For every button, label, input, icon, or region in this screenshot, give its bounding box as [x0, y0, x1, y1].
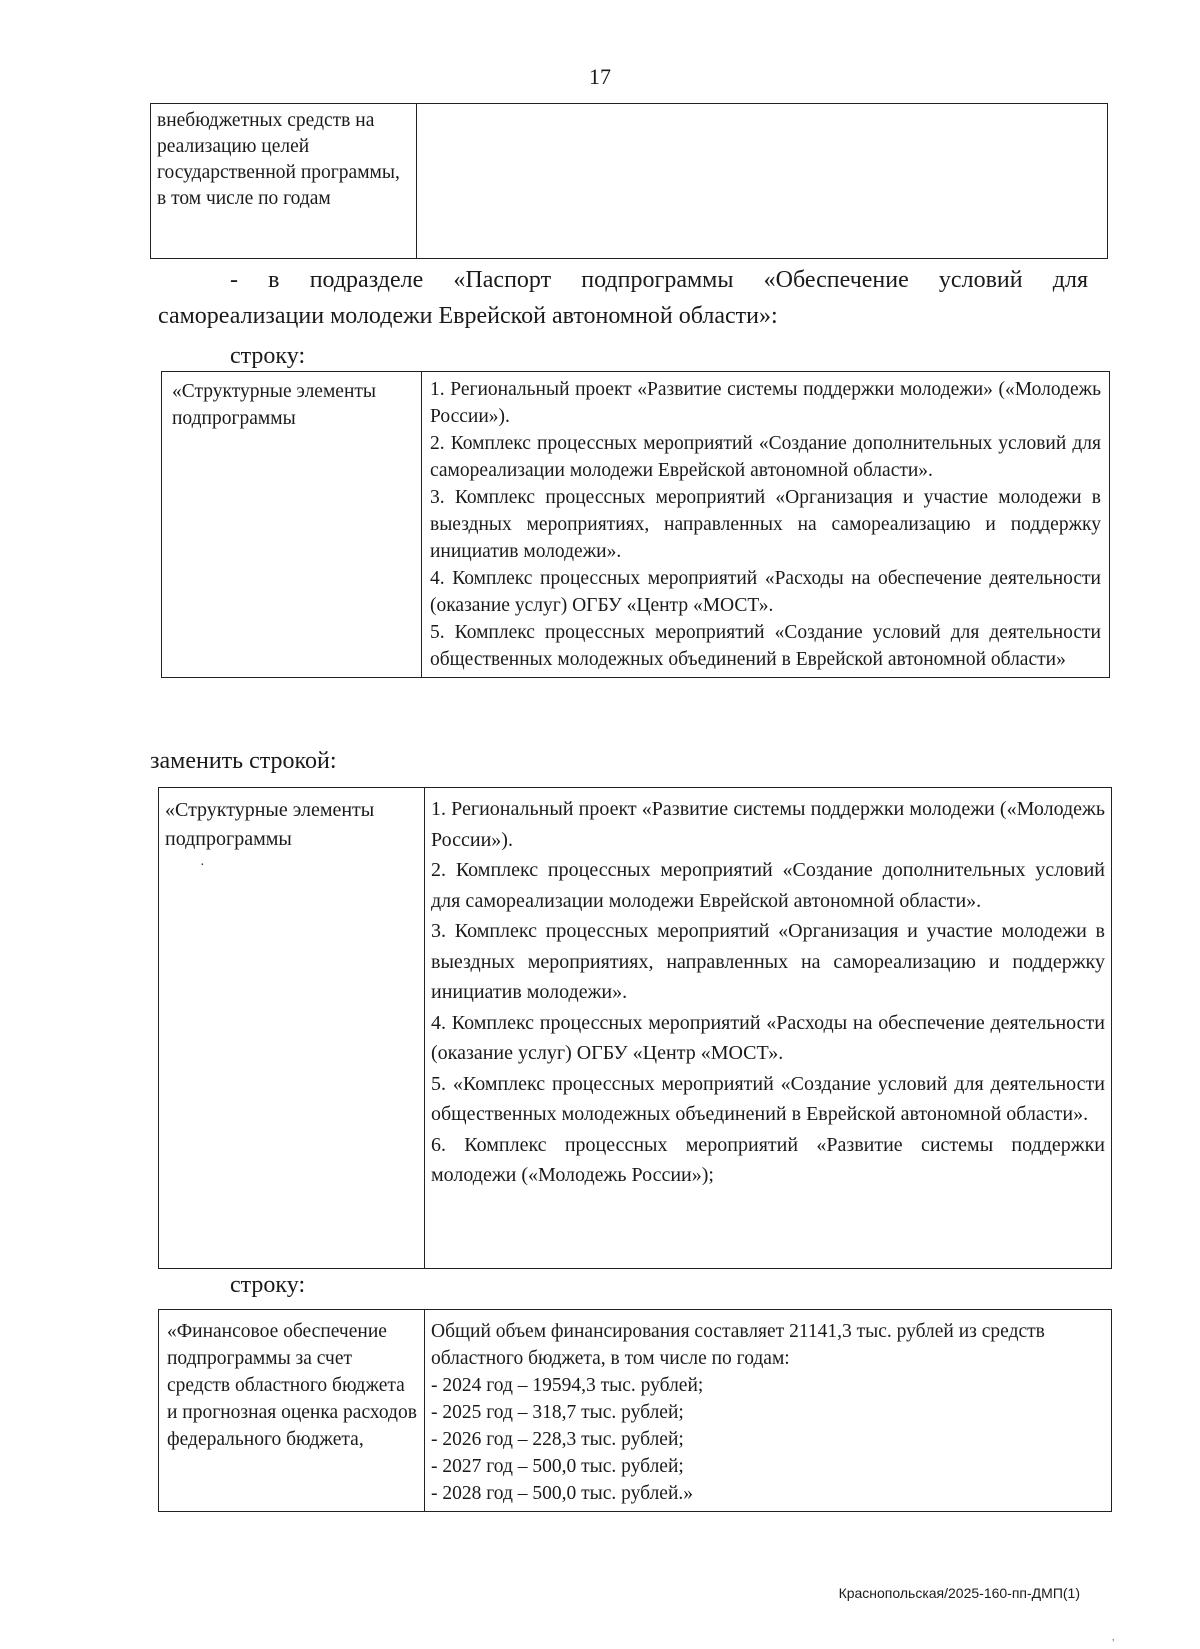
list-item: 1. Региональный проект «Развитие системы поддержки молодежи» («Молодежь России»). [430, 379, 1101, 427]
list-item: 6. Комплекс процессных мероприятий «Развитие системы поддержки молодежи («Молодежь России»); [431, 1133, 1105, 1186]
table-row [159, 1310, 1112, 1512]
finance-total: Общий объем финансирования составляет 21141,3 тыс. рублей из средств областного бюджета, в том числе по годам: [431, 1321, 1045, 1369]
label-row-old: строку: [230, 343, 306, 369]
table-new-structural [158, 787, 1112, 1269]
finance-year: - 2027 год – 500,0 тыс. рублей; [431, 1456, 684, 1477]
table-cell-label: «Финансовое обеспечение подпрограммы за счет средств областного бюджета и прогнозная оценка расходов федерального бюджета, [159, 1310, 425, 1512]
stray-mark: · [200, 858, 205, 873]
table-row [151, 104, 1108, 259]
finance-year: - 2025 год – 318,7 тыс. рублей; [431, 1402, 684, 1423]
list-item: 2. Комплекс процессных мероприятий «Создание дополнительных условий для самореализации молодежи Еврейской автономной области». [431, 859, 1105, 912]
table-old-structural [161, 371, 1110, 678]
label-row-finance: строку: [230, 1272, 306, 1298]
label-replace: заменить строкой: [150, 748, 337, 774]
table-cell-finance [425, 1310, 1112, 1512]
list-item: 3. Комплекс процессных мероприятий «Организация и участие молодежи в выездных мероприятиях, направленных на самореализацию и поддержку инициатив молодежи». [430, 487, 1101, 562]
finance-year: - 2024 год – 19594,3 тыс. рублей; [431, 1375, 704, 1396]
table-row [162, 372, 1110, 678]
page-number: 17 [589, 64, 611, 89]
paragraph-subsection: - в подразделе «Паспорт подпрограммы «Обеспечение условий для самореализации молодежи Еврейской автономной области»: [158, 267, 1088, 329]
list-item: 2. Комплекс процессных мероприятий «Создание дополнительных условий для самореализации молодежи Еврейской автономной области». [430, 433, 1101, 481]
finance-year: - 2028 год – 500,0 тыс. рублей.» [431, 1483, 694, 1504]
table-cell-items [422, 372, 1110, 678]
table-cell-value [417, 104, 1108, 259]
list-item: 5. Комплекс процессных мероприятий «Создание условий для деятельности общественных молодежных объединений в Еврейской автономной области» [430, 622, 1101, 670]
list-item: 5. «Комплекс процессных мероприятий «Создание условий для деятельности общественных молодежных объединений в Еврейской автономной области». [431, 1072, 1105, 1125]
table-row [159, 788, 1112, 1269]
table-cell-label: внебюджетных средств на реализацию целей государственной программы, в том числе по годам [151, 104, 417, 259]
table-cell-label: «Структурные элементы подпрограммы [159, 788, 425, 1269]
table-cell-items [425, 788, 1112, 1269]
finance-year: - 2026 год – 228,3 тыс. рублей; [431, 1429, 684, 1450]
corner-mark: , [1112, 1632, 1115, 1643]
table-finance [158, 1309, 1112, 1512]
table-cell-label: «Структурные элементы подпрограммы [162, 372, 422, 678]
footer-doc-id: Краснопольская/2025-160-пп-ДМП(1) [838, 1585, 1080, 1601]
list-item: 3. Комплекс процессных мероприятий «Организация и участие молодежи в выездных мероприятиях, направленных на самореализацию и поддержку инициатив молодежи». [431, 920, 1105, 1003]
table-continuation [150, 103, 1108, 259]
list-item: 1. Региональный проект «Развитие системы поддержки молодежи («Молодежь России»). [431, 798, 1105, 851]
list-item: 4. Комплекс процессных мероприятий «Расходы на обеспечение деятельности (оказание услуг) ОГБУ «Центр «МОСТ». [430, 568, 1101, 616]
list-item: 4. Комплекс процессных мероприятий «Расходы на обеспечение деятельности (оказание услуг) ОГБУ «Центр «МОСТ». [431, 1011, 1105, 1064]
